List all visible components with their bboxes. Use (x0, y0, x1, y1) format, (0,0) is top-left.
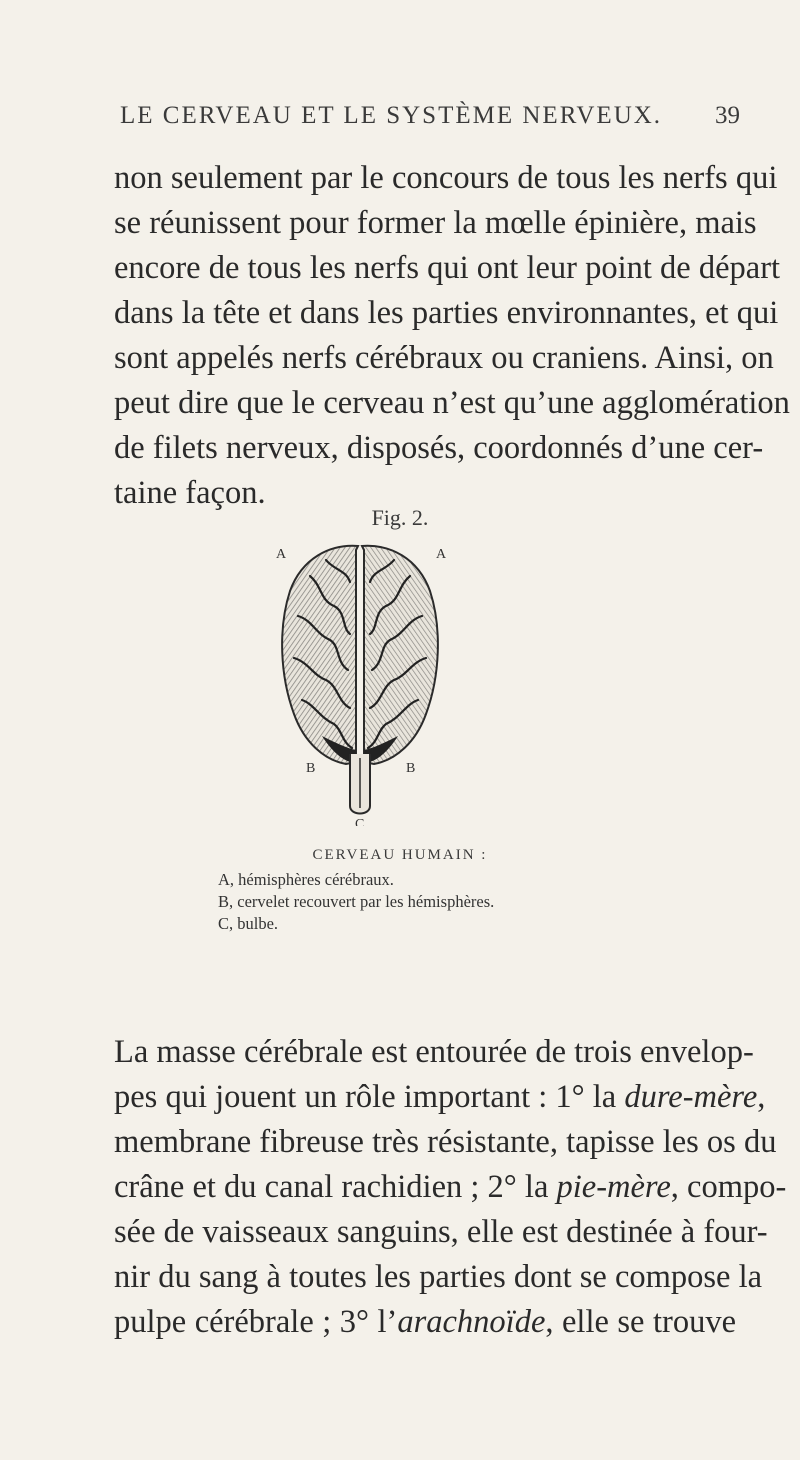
letter-a-right: A (436, 547, 447, 562)
paragraph-2 (114, 1030, 787, 1345)
text-line: sée de vaisseaux sanguins, elle est destinée à four- (114, 1214, 768, 1250)
running-title: LE CERVEAU ET LE SYSTÈME NERVEUX. (120, 102, 663, 129)
letter-b-right: B (406, 761, 416, 776)
text-line (114, 1075, 766, 1120)
text-line: peut dire que le cerveau n’est qu’une agglomération (114, 385, 790, 421)
text-line: de filets nerveux, disposés, coordonnés d’une cer- (114, 430, 764, 466)
text-line: non seulement par le concours de tous les nerfs qui (114, 160, 778, 196)
term-pie-mere: pie-mère (556, 1169, 671, 1205)
running-header (120, 102, 740, 130)
text-line: taine façon. (114, 475, 266, 511)
letter-a-left: A (276, 547, 287, 562)
text-line: nir du sang à toutes les parties dont se compose la (114, 1259, 763, 1295)
paragraph-1 (114, 156, 790, 516)
text-line: se réunissent pour former la mœlle épinière, mais (114, 205, 757, 241)
text-line (114, 1300, 736, 1345)
brain-engraving (250, 536, 470, 826)
text-run: , elle se trouve (545, 1304, 736, 1340)
term-arachnoide: arachnoïde (397, 1304, 546, 1340)
text-line: dans la tête et dans les parties environnantes, et qui (114, 295, 779, 331)
figure-legend (218, 869, 494, 935)
legend-item: C, bulbe. (218, 914, 279, 933)
text-run: pulpe cérébrale ; 3° l’ (114, 1304, 398, 1340)
letter-b-left: B (306, 761, 316, 776)
brain-illustration (250, 536, 470, 826)
text-run: , (757, 1079, 766, 1115)
legend-item: A, hémisphères cérébraux. (218, 870, 394, 889)
text-run: pes qui jouent un rôle important : 1° la (114, 1079, 625, 1115)
text-line: membrane fibreuse très résistante, tapisse les os du (114, 1124, 777, 1160)
figure-label: Fig. 2. (371, 505, 429, 530)
text-line (114, 1165, 787, 1210)
text-run: crâne et du canal rachidien ; 2° la (114, 1169, 557, 1205)
text-run: , compo- (670, 1169, 787, 1205)
letter-c: C (355, 817, 365, 826)
text-line: sont appelés nerfs cérébraux ou craniens. Ainsi, on (114, 340, 774, 376)
text-line: encore de tous les nerfs qui ont leur point de départ (114, 250, 781, 286)
legend-item: B, cervelet recouvert par les hémisphères. (218, 892, 495, 911)
text-line: La masse cérébrale est entourée de trois envelop- (114, 1034, 754, 1070)
figure-caption-title: CERVEAU HUMAIN : (312, 847, 488, 863)
page-number: 39 (715, 102, 740, 129)
term-dure-mere: dure-mère (624, 1079, 758, 1115)
